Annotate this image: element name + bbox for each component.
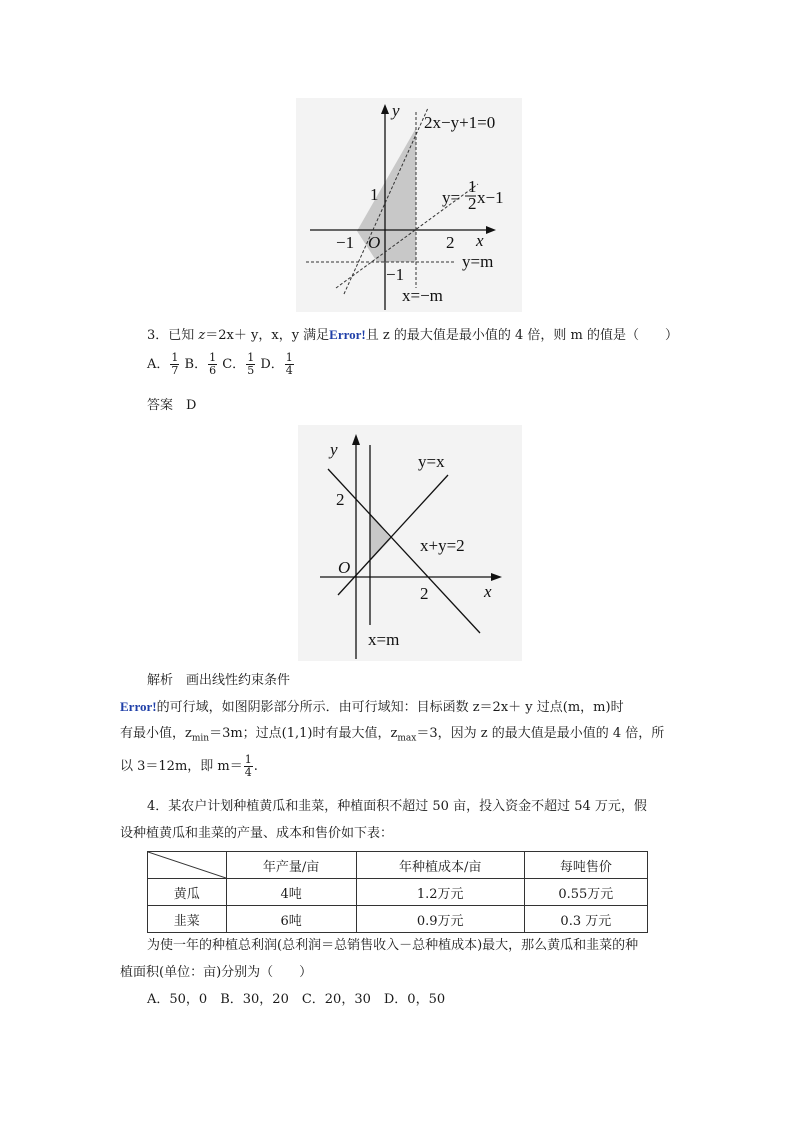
fig1-x-eq-neg-m: x=−m [402,286,443,305]
fig1-line1-label: 2x−y+1=0 [424,113,496,132]
fig1-minus-one-y: −1 [386,265,405,284]
q4-line-2: 设种植黄瓜和韭菜的产量、成本和售价如下表： [120,826,394,841]
table-cell: 0.3 万元 [524,906,647,933]
fig2-origin: O [338,558,351,577]
q3-option-b: B． $\frac{1}{6}$ [184,351,217,377]
fig2-y-eq-x: y=x [418,452,445,471]
figure-feasible-region-2 [298,425,522,661]
q3-prefix: 已知 [168,328,199,343]
q4-line-3: 为使一年的种植总利润(总利润＝总销售收入－总种植成本)最大，那么黄瓜和韭菜的种 [147,938,639,953]
fig1-origin: O [368,233,381,252]
table-cell: 韭菜 [148,906,227,933]
fig2-y-label: y [330,440,338,459]
q3-answer: 答案 D [147,398,197,413]
analysis-heading: 解析 画出线性约束条件 [147,673,291,688]
fig2-two-y: 2 [336,490,345,509]
q3-error-marker: Error! [329,327,366,342]
q3-options [147,352,295,377]
q3-number: 3． [147,328,169,343]
q3-mid: 且 z 的最大值是最小值的 4 倍，则 m 的值是（ ） [365,328,678,343]
table-cell: 1.2万元 [356,879,524,906]
q3-option-c: C． $\frac{1}{5}$ [222,351,255,377]
q3-expr: ＝2x＋ y，x，y 满足 [205,328,330,343]
q3-stem [147,326,678,345]
fig2-two-x: 2 [420,584,429,603]
fig1-line2-rhs: x−1 [477,188,504,207]
fig1-y-eq-m: y=m [462,252,494,271]
fig2-x-label: x [484,582,492,601]
fig1-two-label: 2 [446,233,455,252]
q4-line-1: 4．某农户计划种植黄瓜和韭菜，种植面积不超过 50 亩，投入资金不超过 54 万元，假 [147,799,647,814]
diagonal-divider [148,852,226,878]
table-header: 年种植成本/亩 [356,852,524,879]
table-cell: 4吨 [226,879,356,906]
q4-line-4: 植面积(单位：亩)分别为（ ） [120,965,313,980]
table-row [148,906,648,933]
table-header: 年产量/亩 [226,852,356,879]
analysis-fraction: $\frac{1}{4}$ [244,753,252,779]
table-header: 每吨售价 [524,852,647,879]
fig1-y-label: y [392,101,400,120]
table-corner-cell [148,852,227,879]
fig1-minus-one-x: −1 [336,233,355,252]
table-header-row [148,852,648,879]
table-cell: 0.9万元 [356,906,524,933]
fig1-one-label: 1 [370,185,379,204]
table-cell: 黄瓜 [148,879,227,906]
q3-z: z [198,328,206,343]
fig2-x-eq-m: x=m [368,630,400,649]
fig1-line2-lhs: y= [442,188,461,207]
analysis-line-1: Error!的可行域，如图阴影部分所示．由可行域知：目标函数 z＝2x＋ y 过点(m，m)时 [120,699,624,715]
figure-2-background [298,425,522,661]
table-cell: 0.55万元 [524,879,647,906]
q4-data-table [147,851,648,933]
analysis-line-3: 以 3＝12m，即 m＝ $\frac{1}{4}$ . [120,753,258,779]
q3-option-d: D． $\frac{1}{4}$ [260,351,293,377]
figure-feasible-region-1 [296,98,522,312]
analysis-error-marker: Error! [120,699,157,714]
table-cell: 6吨 [226,906,356,933]
fig1-line2-num: 1 [468,177,477,196]
fig2-x-plus-y: x+y=2 [420,536,465,555]
fig1-x-label: x [476,231,484,250]
q3-option-a: A． $\frac{1}{7}$ [147,351,179,377]
q4-options: A．50，0 B．30，20 C．20，30 D．0，50 [147,992,446,1007]
table-row [148,879,648,906]
fig1-line2-den: 2 [468,194,477,213]
analysis-line-2: 有最小值，$z_{min}=3m$；过点(1,1)时有最大值，$z_{max}=3$，因为 z 的最大值是最小值的 4 倍，所 [120,726,665,744]
